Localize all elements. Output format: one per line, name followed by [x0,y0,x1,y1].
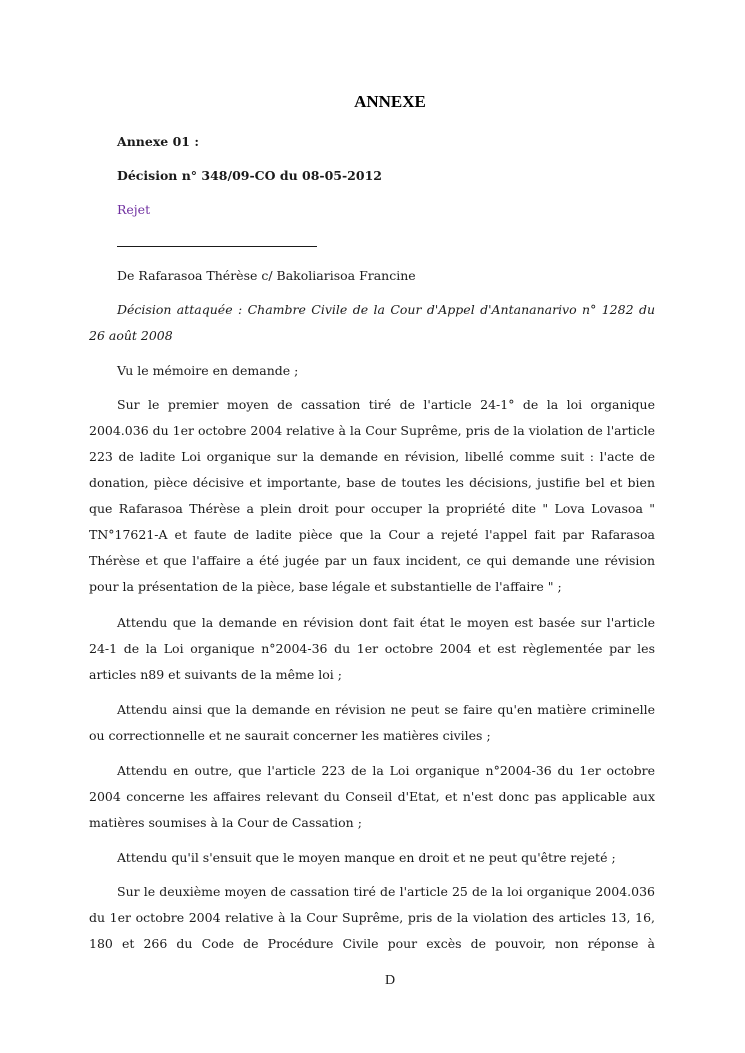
decision-reference: Décision n° 348/09-CO du 08-05-2012 [117,168,382,183]
page-title: ANNEXE [354,92,426,111]
attacked-decision: Décision attaquée : Chambre Civile de la Cour d'Appel d'Antananarivo n° 1282 du 26 août 2008 [89,302,655,343]
paragraph-1: Vu le mémoire en demande ; [117,363,299,378]
paragraph-7: Sur le deuxième moyen de cassation tiré de l'article 25 de la loi organique 2004.036 du 1er octobre 2004 relative à la Cour Suprême, pris de la violation des articles 13, 16, 180 et 266 du Code de Procédure Civile pour excès de pouvoir, non réponse à [89,884,655,951]
paragraph-6: Attendu qu'il s'ensuit que le moyen manque en droit et ne peut qu'être rejeté ; [117,850,616,865]
paragraph-5: Attendu en outre, que l'article 223 de la Loi organique n°2004-36 du 1er octobre 2004 concerne les affaires relevant du Conseil d'Etat, et n'est donc pas applicable aux matières soumises à la Cour de Cassation ; [89,763,655,830]
paragraph-3: Attendu que la demande en révision dont fait état le moyen est basée sur l'article 24-1 de la Loi organique n°2004-36 du 1er octobre 2004 et est règlementée par les articles n89 et suivants de la même loi ; [89,615,655,682]
separator-line [117,246,317,247]
page-footer: D [384,973,396,988]
paragraph-2: Sur le premier moyen de cassation tiré de l'article 24-1° de la loi organique 2004.036 du 1er octobre 2004 relative à la Cour Suprême, pris de la violation de l'article 223 de ladite Loi organique sur la demande en révision, libellé comme suit : l'acte de donation, pièce décisive et importante, base de toutes les décisions, justifie bel et bien que Rafarasoa Thérèse a plein droit pour occuper la propriété dite " Lova Lovasoa " TN°17621-A et faute de ladite pièce que la Cour a rejeté l'appel fait par Rafarasoa Thérèse et que l'affaire a été jugée par un faux incident, ce qui demande une révision pour la présentation de la pièce, base légale et substantielle de l'affaire " ; [89,397,655,594]
parties: De Rafarasoa Thérèse c/ Bakoliarisoa Francine [117,268,416,283]
annex-label: Annexe 01 : [117,134,199,149]
decision-outcome: Rejet [117,202,151,217]
paragraph-4: Attendu ainsi que la demande en révision ne peut se faire qu'en matière criminelle ou correctionnelle et ne saurait concerner les matières civiles ; [89,702,655,743]
